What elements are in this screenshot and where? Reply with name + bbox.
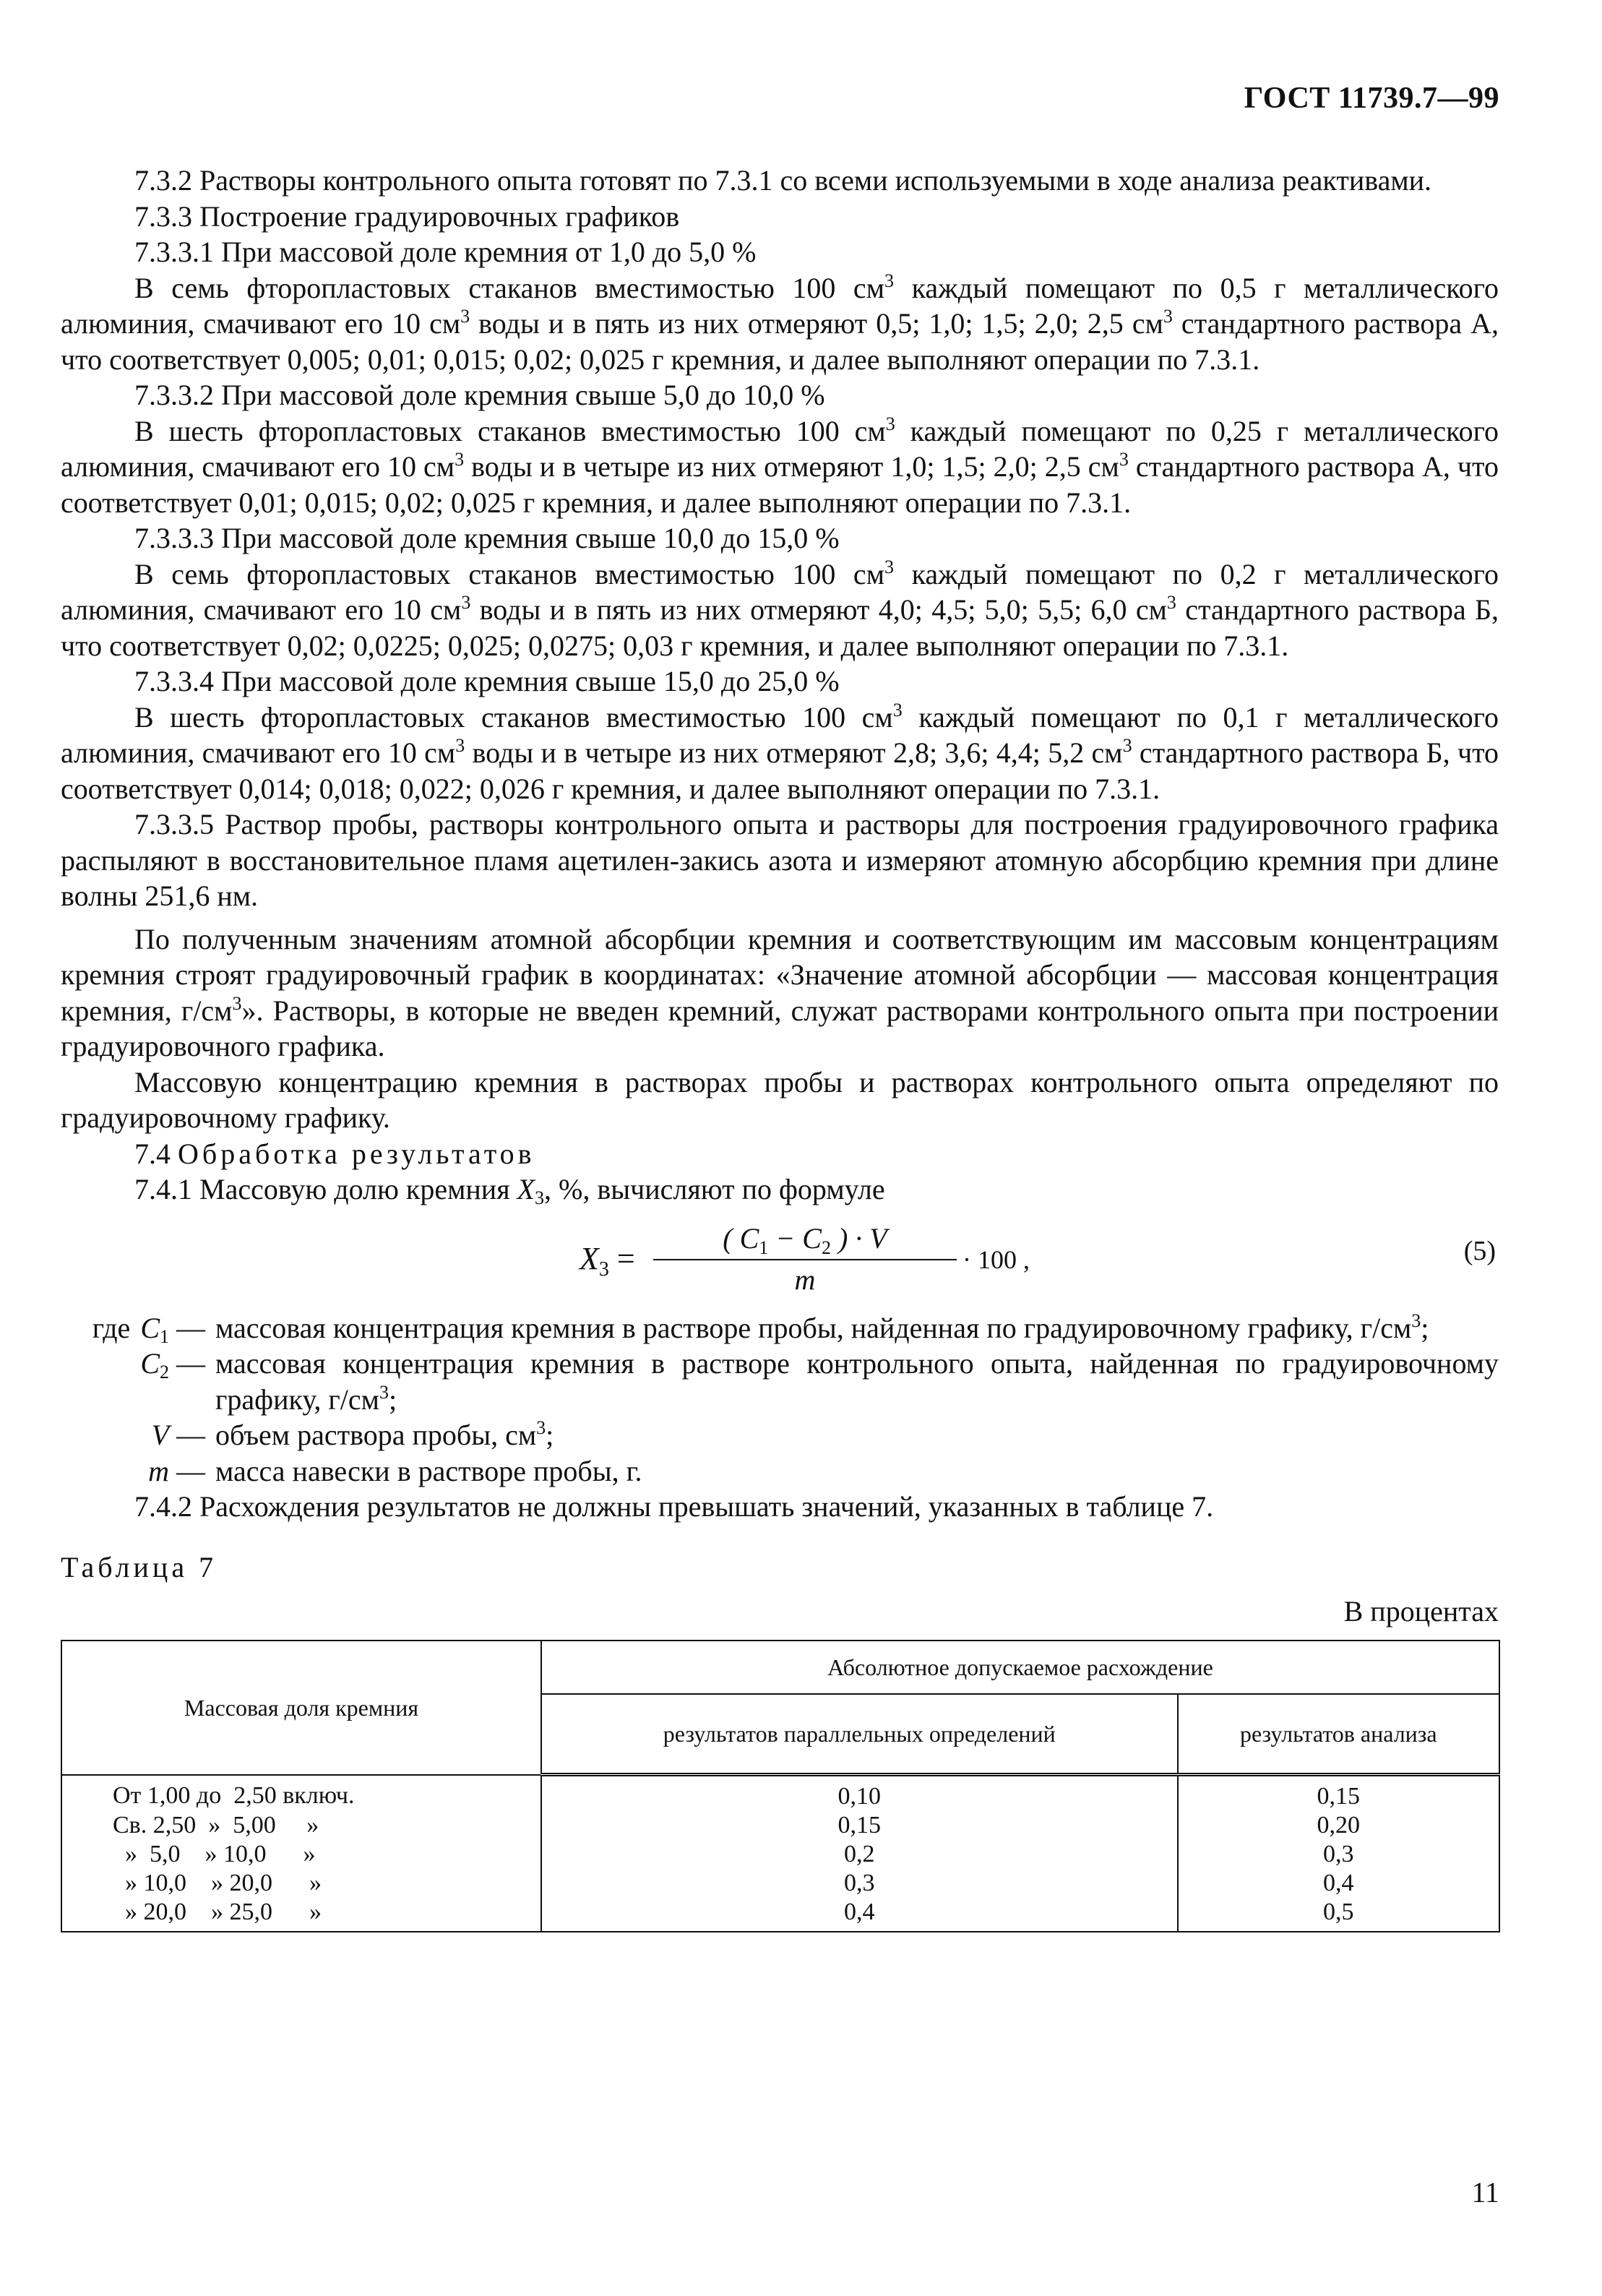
formula-lhs: $X_3$ = bbox=[580, 1240, 635, 1281]
table-row bbox=[61, 1898, 1499, 1932]
cell-mass-fraction: От 1,00 до 2,50 включ. bbox=[61, 1775, 541, 1812]
definition-symbol: m — bbox=[148, 1454, 205, 1487]
cell-analysis: 0,4 bbox=[1178, 1869, 1499, 1898]
cell-mass-fraction: Св. 2,50 » 5,00 » bbox=[61, 1811, 541, 1840]
section-7-3-2: 7.3.2 Растворы контрольного опыта готовят по 7.3.1 со всеми используемыми в ходе анализа реактивами. bbox=[134, 164, 1432, 197]
column-header-mass-fraction: Массовая доля кремния bbox=[61, 1641, 541, 1775]
definition-row bbox=[61, 1417, 1499, 1453]
cell-parallel: 0,3 bbox=[541, 1869, 1178, 1898]
cell-mass-fraction: » 20,0 » 25,0 » bbox=[61, 1898, 541, 1932]
formula-fraction bbox=[653, 1221, 957, 1298]
table-unit: В процентах bbox=[1343, 1595, 1499, 1628]
definition-text: объем раствора пробы, $см^3$; bbox=[215, 1417, 554, 1451]
cell-analysis: 0,5 bbox=[1178, 1898, 1499, 1932]
table-7 bbox=[61, 1640, 1500, 1933]
section-7-3-3-2-title: 7.3.3.2 При массовой доле кремния свыше 5,0 до 10,0 % bbox=[134, 379, 825, 411]
formula-5 bbox=[61, 1218, 1499, 1306]
cell-parallel: 0,2 bbox=[541, 1840, 1178, 1869]
cell-parallel: 0,15 bbox=[541, 1811, 1178, 1840]
formula-multiplier: · 100 , bbox=[963, 1244, 1030, 1274]
formula-denominator: m bbox=[794, 1263, 816, 1296]
section-7-4-title: 7.4 Обработка результатов bbox=[134, 1137, 535, 1170]
section-7-3-3-4-title: 7.3.3.4 При массовой доле кремния свыше 15,0 до 25,0 % bbox=[134, 665, 840, 697]
table-row bbox=[61, 1775, 1499, 1812]
table-caption: Таблица 7 bbox=[61, 1550, 218, 1583]
section-7-3-3-1-title: 7.3.3.1 При массовой доле кремния от 1,0 до 5,0 % bbox=[134, 236, 757, 268]
formula-numerator: ( $C_1 - C_2$ ) · V bbox=[653, 1221, 957, 1261]
column-header-analysis: результатов анализа bbox=[1178, 1694, 1499, 1775]
formula-definitions bbox=[61, 1310, 1499, 1489]
table-row bbox=[61, 1840, 1499, 1869]
cell-analysis: 0,3 bbox=[1178, 1840, 1499, 1869]
cell-analysis: 0,15 bbox=[1178, 1775, 1499, 1812]
cell-mass-fraction: » 5,0 » 10,0 » bbox=[61, 1840, 541, 1869]
paragraph-mass-concentration: Массовую концентрацию кремния в растворах пробы и растворах контрольного опыта определяют по градуировочному графику. bbox=[61, 1065, 1499, 1134]
table-row bbox=[61, 1811, 1499, 1840]
definition-text: масса навески в растворе пробы, г. bbox=[215, 1454, 642, 1487]
section-7-3-3-4-text: В шесть фторопластовых стаканов вместимостью 100 $см^3$ каждый помещают по 0,1 г металлического алюминия, смачивают его 10 $см^3$ воды и в четыре из них отмеряют 2,8; 3,6; 4,4; 5,2 $см^3$ стандартного раствора Б, что соответствует 0,014; 0,018; 0,022; 0,026 г кремния, и далее выполняют операции по 7.3.1. bbox=[61, 699, 1499, 805]
section-7-3-3-5: 7.3.3.5 Раствор пробы, растворы контрольного опыта и растворы для построения градуировочного графика распыляют в восстановительное пламя ацетилен-закись азота и измеряют атомную абсорбцию кремния при длине волны 251,6 нм. bbox=[61, 808, 1499, 912]
cell-parallel: 0,10 bbox=[541, 1775, 1178, 1812]
paragraph-calibration-graph: По полученным значениям атомной абсорбции кремния и соответствующим им массовым концентрациям кремния строят градуировочный график в координатах: «Значение атомной абсорбции — массовая концентрация кремния, $г/см^3$». Растворы, в которые не введен кремний, служат растворами контрольного опыта при построении градуировочного графика. bbox=[61, 922, 1499, 1062]
section-7-3-3-3-text: В семь фторопластовых стаканов вместимостью 100 $см^3$ каждый помещают по 0,2 г металлического алюминия, смачивают его 10 $см^3$ воды и в пять из них отмеряют 4,0; 4,5; 5,0; 5,5; 6,0 $см^3$ стандартного раствора Б, что соответствует 0,02; 0,0225; 0,025; 0,0275; 0,03 г кремния, и далее выполняют операции по 7.3.1. bbox=[61, 556, 1499, 662]
table-row bbox=[61, 1869, 1499, 1898]
section-7-4-2: 7.4.2 Расхождения результатов не должны превышать значений, указанных в таблице 7. bbox=[134, 1490, 1214, 1523]
document-body bbox=[61, 163, 1499, 1932]
definition-symbol: $C_2$ — bbox=[140, 1347, 205, 1383]
column-group-header: Абсолютное допускаемое расхождение bbox=[541, 1641, 1499, 1694]
definition-row bbox=[61, 1310, 1499, 1346]
definition-text: массовая концентрация кремния в растворе пробы, найденная по градуировочному графику, $г/см^3$; bbox=[215, 1310, 1429, 1344]
definition-row bbox=[61, 1453, 1499, 1489]
page-number: 11 bbox=[1471, 2176, 1499, 2209]
document-header: ГОСТ 11739.7—99 bbox=[1244, 82, 1499, 115]
formula-number: (5) bbox=[1463, 1235, 1496, 1266]
definition-row bbox=[61, 1346, 1499, 1417]
definition-symbol: V — bbox=[151, 1419, 205, 1451]
column-header-parallel: результатов параллельных определений bbox=[541, 1694, 1178, 1775]
section-7-4-1: 7.4.1 Массовую долю кремния $X_3$, %, вычисляют по формуле bbox=[134, 1173, 885, 1208]
definition-text: массовая концентрация кремния в растворе контрольного опыта, найденная по градуировочному графику, $г/см^3$; bbox=[215, 1347, 1499, 1416]
cell-parallel: 0,4 bbox=[541, 1898, 1178, 1932]
section-7-3-3-2-text: В шесть фторопластовых стаканов вместимостью 100 $см^3$ каждый помещают по 0,25 г металлического алюминия, смачивают его 10 $см^3$ воды и в четыре из них отмеряют 1,0; 1,5; 2,0; 2,5 $см^3$ стандартного раствора А, что соответствует 0,01; 0,015; 0,02; 0,025 г кремния, и далее выполняют операции по 7.3.1. bbox=[61, 413, 1499, 519]
definition-lead: где bbox=[92, 1311, 131, 1344]
section-7-3-3-title: 7.3.3 Построение градуировочных графиков bbox=[134, 199, 680, 233]
cell-mass-fraction: » 10,0 » 20,0 » bbox=[61, 1869, 541, 1898]
definition-symbol: где $C_1$ — bbox=[92, 1311, 205, 1347]
section-7-3-3-1-text: В семь фторопластовых стаканов вместимостью 100 $см^3$ каждый помещают по 0,5 г металлического алюминия, смачивают его 10 $см^3$ воды и в пять из них отмеряют 0,5; 1,0; 1,5; 2,0; 2,5 $см^3$ стандартного раствора А, что соответствует 0,005; 0,01; 0,015; 0,02; 0,025 г кремния, и далее выполняют операции по 7.3.1. bbox=[61, 270, 1499, 376]
section-7-3-3-3-title: 7.3.3.3 При массовой доле кремния свыше 10,0 до 15,0 % bbox=[134, 522, 840, 554]
cell-analysis: 0,20 bbox=[1178, 1811, 1499, 1840]
